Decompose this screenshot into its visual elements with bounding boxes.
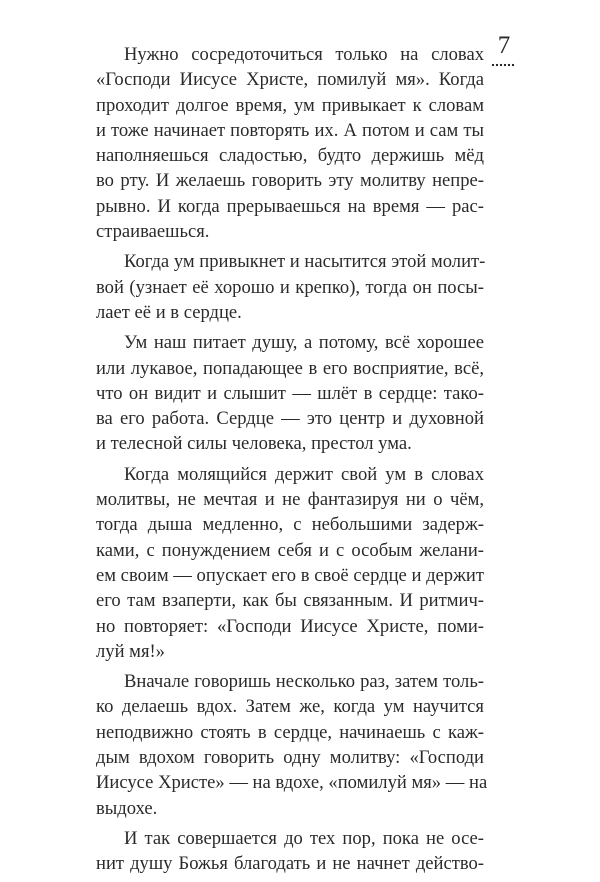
text-line: страиваешься. — [96, 221, 210, 243]
paragraph — [96, 42, 484, 244]
text-line: ем своим — опускает его в своё сердце и держит — [96, 564, 484, 586]
text-line: наполняешься сладостью, будто держишь мёд — [96, 145, 484, 167]
paragraph — [96, 249, 484, 325]
text-line: нит душу Божья благодать и не начнет действо- — [96, 853, 484, 875]
text-line: Когда ум привыкнет и насытится этой молит- — [124, 251, 486, 273]
text-line: проходит долгое время, ум привыкает к словам — [96, 94, 484, 116]
text-line: ками, с понуждением себя и с особым желани- — [96, 539, 484, 561]
text-line: но повторяет: «Господи Иисусе Христе, поми- — [96, 615, 484, 637]
text-line: выдохе. — [96, 797, 158, 819]
text-line: Вначале говоришь несколько раз, затем толь- — [124, 671, 484, 693]
text-line: во рту. И желаешь говорить эту молитву непре- — [96, 170, 484, 192]
text-line: ко делаешь вдох. Затем же, когда ум научится — [96, 696, 484, 718]
text-line: и телесной силы человека, престол ума. — [96, 433, 412, 455]
text-line: что он видит и слышит — шлёт в сердце: тако- — [96, 382, 484, 404]
text-line: ва его работа. Сердце — это центр и духовной — [96, 408, 484, 430]
text-line: Ум наш питает душу, а потому, всё хорошее — [124, 332, 484, 354]
text-line: Иисусе Христе» — на вдохе, «помилуй мя» — на — [96, 772, 488, 794]
text-line: тогда дыша медленно, с небольшими задерж- — [96, 514, 484, 536]
text-line: или лукавое, попадающее в его восприятие, всё, — [96, 357, 484, 379]
text-line: дым вдохом говорить одну молитву: «Господи — [96, 747, 484, 769]
text-line: Нужно сосредоточиться только на словах — [124, 44, 484, 65]
text-line: его там взаперти, как бы связанным. И ритмич- — [96, 590, 484, 612]
paragraph — [96, 826, 484, 877]
paragraph — [96, 462, 484, 664]
page-number: 7 — [497, 32, 511, 59]
paragraph — [96, 330, 484, 456]
text-line: неподвижно стоять в сердце, начинаешь с каж- — [96, 721, 484, 743]
text-line: луй мя!» — [96, 640, 165, 662]
text-line: Когда молящийся держит свой ум в словах — [124, 463, 484, 485]
text-line: лает её и в сердце. — [96, 301, 242, 323]
text-line: И так совершается до тех пор, пока не осе- — [124, 827, 484, 849]
body-text — [96, 42, 488, 882]
text-line: «Господи Иисусе Христе, помилуй мя». Когда — [96, 69, 484, 91]
paragraph — [96, 669, 488, 821]
text-line: молитвы, не мечтая и не фантазируя ни о чём, — [96, 489, 484, 511]
text-line: вой (узнает её хорошо и крепко), тогда он посы- — [96, 276, 484, 298]
text-line: рывно. И когда прерываешься на время — рас- — [96, 195, 484, 217]
page-number-ornament — [491, 63, 515, 67]
text-line: и тоже начинает повторять их. А потом и сам ты — [96, 119, 484, 141]
